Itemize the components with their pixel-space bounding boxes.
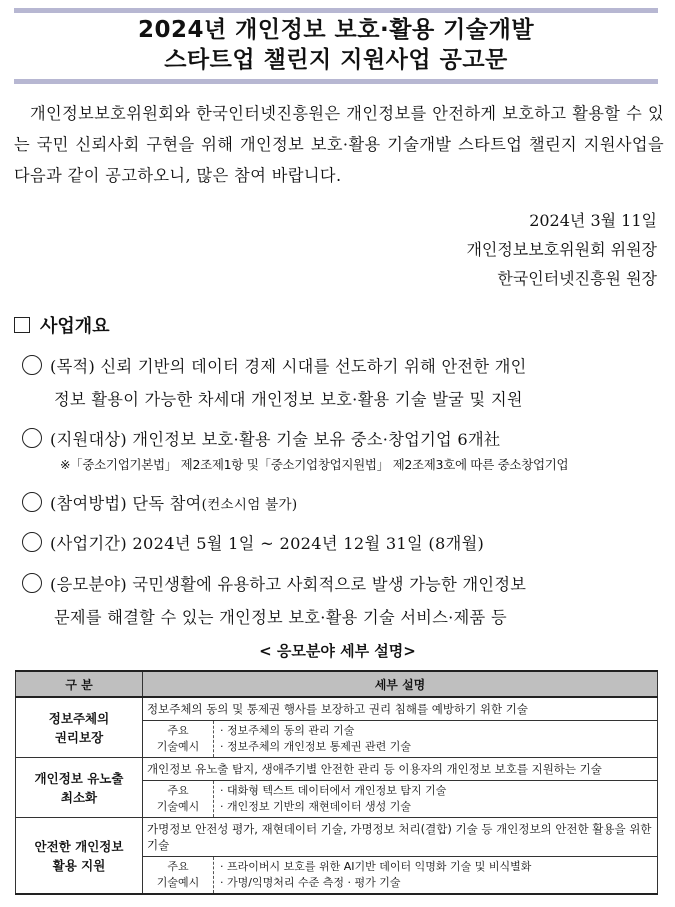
field-line-2: 문제를 해결할 수 있는 개인정보 보호·활용 기술 서비스·제품 등: [54, 608, 507, 627]
signatory-pipc: 개인정보보호위원회 위원장: [466, 240, 657, 259]
title-line-1: 2024년 개인정보 보호·활용 기술개발: [137, 17, 535, 43]
intro-paragraph: 개인정보보호위원회와 한국인터넷진흥원은 개인정보를 안전하게 보호하고 활용할 수 있는 국민 신뢰사회 구현을 위해 개인정보 보호·활용 기술개발 스타트업 챌린지 지원사업을 다음과 같이 공고하오니, 많은 참여 바랍니다.: [14, 104, 664, 185]
circle-bullet-icon: [22, 492, 42, 512]
document-title: [14, 13, 658, 79]
section-title: 사업개요: [40, 316, 110, 337]
item-field: [22, 568, 662, 634]
example-item: · 정보주체의 개인정보 통제권 관련 기술: [220, 740, 411, 753]
title-bottom-bar: [14, 79, 658, 84]
target-text: (지원대상) 개인정보 보호·활용 기술 보유 중소·창업기업 6개社: [50, 430, 501, 449]
row-description-cell: [143, 818, 658, 895]
header-description: 세부 설명: [143, 671, 658, 697]
signatory-kisa: 한국인터넷진흥원 원장: [497, 269, 657, 288]
examples-list: [214, 781, 452, 817]
examples-label: [143, 721, 214, 757]
examples-label-line: 주요: [167, 724, 189, 737]
row-description-cell: [143, 697, 658, 758]
row-category-line: 정보주체의: [48, 710, 110, 726]
table-row: [16, 818, 658, 895]
examples-label: [143, 781, 214, 817]
title-line-2: 스타트업 챌린지 지원사업 공고문: [164, 47, 508, 73]
circle-bullet-icon: [22, 428, 42, 448]
example-item: · 가명/익명처리 수준 측정 · 평가 기술: [220, 876, 401, 889]
examples-label: [143, 857, 214, 893]
examples-label-line: 기술예시: [156, 740, 200, 753]
row-examples: [143, 856, 657, 893]
method-text: (참여방법) 단독 참여: [50, 494, 202, 513]
row-examples: [143, 720, 657, 757]
examples-label-line: 기술예시: [156, 876, 200, 889]
item-period: [22, 527, 662, 560]
row-category-line: 활용 지원: [52, 857, 106, 873]
example-item: · 정보주체의 동의 관리 기술: [220, 724, 355, 737]
table-caption: < 응모분야 세부 설명>: [259, 642, 416, 660]
row-description: 개인정보 유노출 탐지, 생애주기별 안전한 관리 등 이용자의 개인정보 보호를 지원하는 기술: [147, 762, 602, 776]
item-purpose: [22, 350, 662, 416]
field-detail-table: [15, 670, 658, 895]
examples-list: [214, 857, 537, 893]
circle-bullet-icon: [22, 573, 42, 593]
example-item: · 프라이버시 보호를 위한 AI기반 데이터 익명화 기술 및 비식별화: [220, 860, 532, 873]
announcement-date: 2024년 3월 11일: [529, 211, 657, 230]
row-description: 정보주체의 동의 및 통제권 행사를 보장하고 권리 침해를 예방하기 위한 기술: [147, 702, 528, 716]
circle-bullet-icon: [22, 355, 42, 375]
target-note: ※「중소기업기본법」 제2조제1항 및「중소기업창업지원법」 제2조제3호에 따른 중소창업기업: [60, 457, 569, 472]
row-examples: [143, 780, 657, 817]
table-header-row: [16, 671, 658, 697]
table-row: [16, 697, 658, 758]
example-item: · 대화형 텍스트 데이터에서 개인정보 탐지 기술: [220, 784, 447, 797]
row-category: [16, 758, 143, 818]
row-category-line: 최소화: [60, 789, 98, 805]
circle-bullet-icon: [22, 532, 42, 552]
section-heading: [14, 312, 110, 338]
examples-label-line: 주요: [167, 784, 189, 797]
method-subtext: (컨소시엄 불가): [201, 497, 298, 513]
field-line-1: (응모분야) 국민생활에 유용하고 사회적으로 발생 가능한 개인정보: [50, 575, 527, 594]
purpose-line-1: (목적) 신뢰 기반의 데이터 경제 시대를 선도하기 위해 안전한 개인: [50, 357, 527, 376]
item-target: [22, 423, 662, 456]
examples-label-line: 주요: [167, 860, 189, 873]
examples-label-line: 기술예시: [156, 800, 200, 813]
title-box: [14, 8, 658, 84]
row-category-line: 개인정보 유노출: [34, 770, 124, 786]
purpose-line-2: 정보 활용이 가능한 차세대 개인정보 보호·활용 기술 발굴 및 지원: [54, 390, 523, 409]
row-category-line: 안전한 개인정보: [34, 838, 124, 854]
row-category-line: 권리보장: [54, 729, 104, 745]
examples-list: [214, 721, 417, 757]
example-item: · 개인정보 기반의 재현데이터 생성 기술: [220, 800, 411, 813]
row-category: [16, 818, 143, 895]
item-method: [22, 487, 662, 522]
row-description: 가명정보 안전성 평가, 재현데이터 기술, 가명정보 처리(결합) 기술 등 개인정보의 안전한 활용을 위한 기술: [147, 822, 652, 852]
row-category: [16, 697, 143, 758]
table-row: [16, 758, 658, 818]
square-bullet-icon: [14, 317, 30, 333]
period-text: (사업기간) 2024년 5월 1일 ~ 2024년 12월 31일 (8개월): [50, 534, 485, 553]
header-category: 구 분: [16, 671, 143, 697]
row-description-cell: [143, 758, 658, 818]
